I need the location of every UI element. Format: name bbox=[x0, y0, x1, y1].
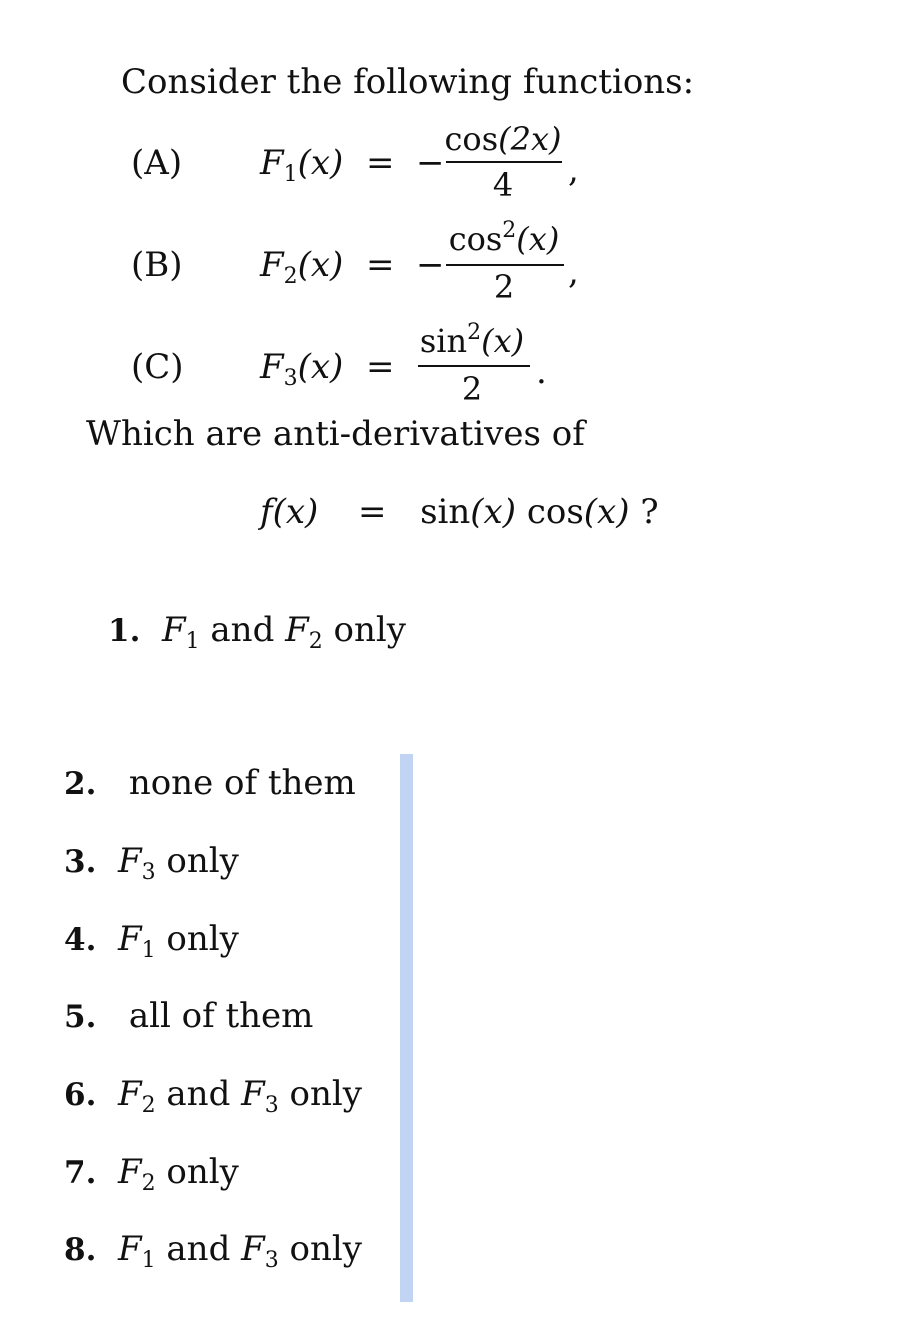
option-number: 1. bbox=[108, 613, 141, 649]
question-intro: Consider the following functions: bbox=[121, 62, 695, 102]
target-function bbox=[260, 492, 659, 532]
option-number: 4. bbox=[64, 922, 97, 958]
function-label: (C) bbox=[131, 347, 184, 387]
fraction-numerator: $\cos^2(x)$ bbox=[448, 218, 560, 258]
target-lhs-arg: (x) bbox=[272, 492, 319, 532]
option-text: none of them bbox=[128, 763, 356, 803]
trailing-punctuation: , bbox=[568, 150, 579, 190]
fraction-denominator: 2 bbox=[461, 370, 483, 408]
fraction-denominator: 4 bbox=[492, 166, 514, 204]
question-prompt: Which are anti-derivatives of bbox=[86, 414, 585, 454]
selection-highlight-bar bbox=[400, 754, 413, 1302]
target-equals: = bbox=[357, 492, 387, 532]
option-text: $F_3$ only bbox=[118, 841, 239, 885]
equals-sign: = bbox=[366, 245, 395, 285]
target-question-mark: ? bbox=[640, 492, 659, 532]
function-label: (B) bbox=[131, 245, 183, 285]
option-4[interactable] bbox=[64, 919, 239, 964]
fraction-numerator: $\sin^2(x)$ bbox=[419, 320, 525, 360]
option-1[interactable] bbox=[108, 610, 406, 655]
fraction-bar bbox=[446, 161, 562, 163]
minus-sign: − bbox=[416, 143, 445, 183]
target-sin: sin bbox=[420, 492, 471, 532]
equals-sign: = bbox=[366, 347, 395, 387]
minus-sign: − bbox=[416, 245, 445, 285]
option-5[interactable] bbox=[64, 996, 313, 1037]
option-number: 7. bbox=[64, 1155, 97, 1191]
equals-sign: = bbox=[366, 143, 395, 183]
target-cos-arg: (x) bbox=[583, 492, 630, 532]
option-3[interactable] bbox=[64, 841, 239, 886]
fraction-bar bbox=[418, 365, 530, 367]
option-text: $F_1$ and $F_2$ only bbox=[162, 610, 407, 654]
trailing-punctuation: , bbox=[568, 252, 579, 292]
option-text: $F_1$ and $F_3$ only bbox=[118, 1229, 363, 1273]
function-name: $F_3(x)$ bbox=[260, 347, 344, 391]
function-name: $F_1(x)$ bbox=[260, 143, 344, 187]
option-text: all of them bbox=[128, 996, 314, 1036]
option-text: $F_2$ only bbox=[118, 1152, 239, 1196]
option-text: $F_2$ and $F_3$ only bbox=[118, 1074, 363, 1118]
fraction-denominator: 2 bbox=[493, 268, 515, 306]
option-6[interactable] bbox=[64, 1074, 362, 1119]
function-label: (A) bbox=[131, 143, 183, 183]
option-2[interactable] bbox=[64, 763, 356, 804]
fraction-bar bbox=[446, 264, 564, 266]
option-7[interactable] bbox=[64, 1152, 239, 1197]
option-number: 2. bbox=[64, 766, 97, 802]
option-number: 8. bbox=[64, 1232, 97, 1268]
target-sin-arg: (x) bbox=[470, 492, 517, 532]
option-number: 5. bbox=[64, 999, 97, 1035]
target-cos: cos bbox=[526, 492, 584, 532]
fraction-numerator: cos(2x) bbox=[444, 120, 562, 158]
option-8[interactable] bbox=[64, 1229, 362, 1274]
option-text: $F_1$ only bbox=[118, 919, 239, 963]
function-name: $F_2(x)$ bbox=[260, 245, 344, 289]
target-lhs-name: f bbox=[260, 492, 273, 532]
trailing-punctuation: . bbox=[536, 352, 547, 392]
option-number: 3. bbox=[64, 844, 97, 880]
option-number: 6. bbox=[64, 1077, 97, 1113]
